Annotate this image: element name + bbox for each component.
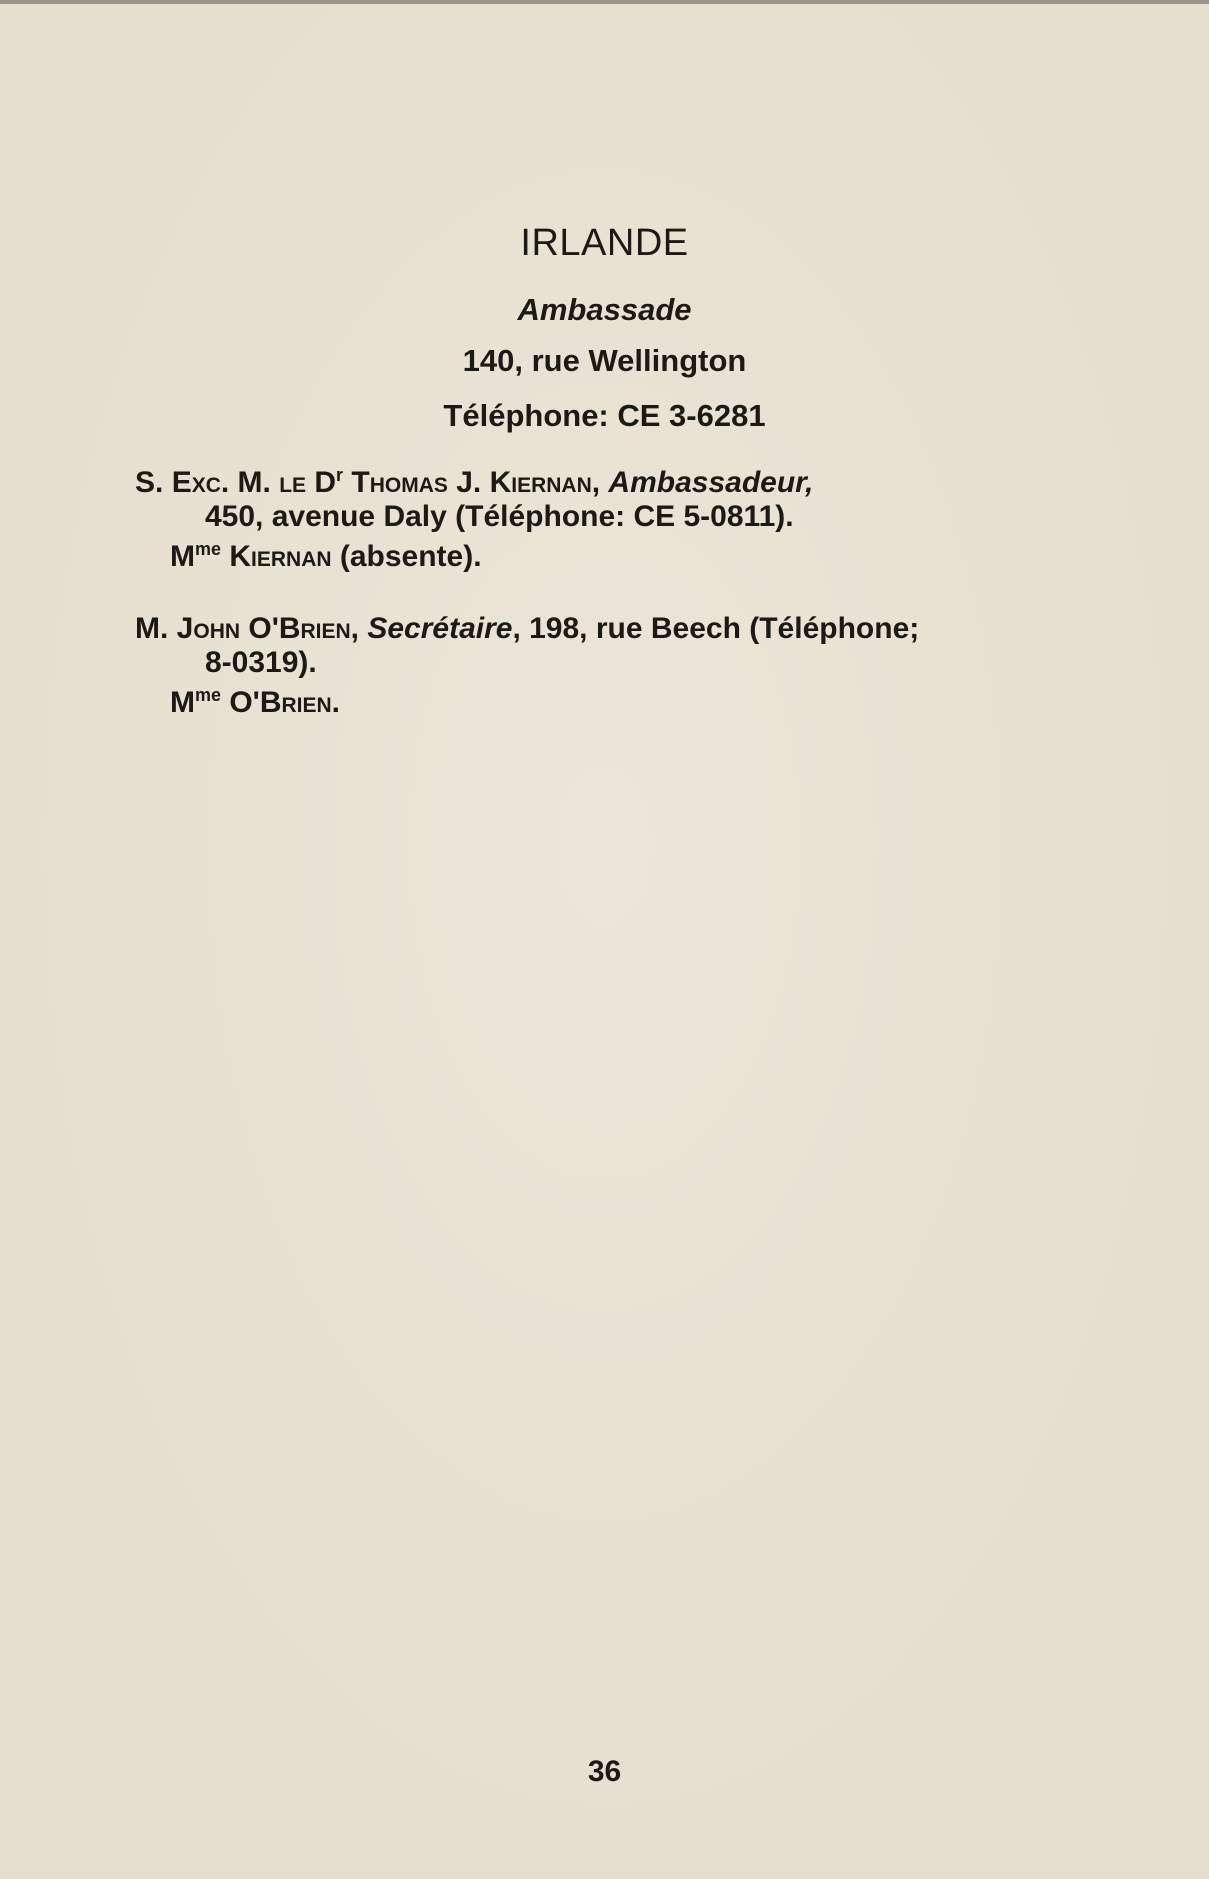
spouse-name: O'Brien. [221,686,340,719]
entry-ambassador-address: 450, avenue Daly (Téléphone: CE 5-0811). [205,500,794,533]
entry-secretary-phone-cont: 8-0319). [205,646,317,679]
country-title: IRLANDE [520,222,689,264]
entry-name: John O'Brien [176,612,351,645]
entry-secretary-line1 [135,612,919,646]
entry-rest: , 198, rue Beech (Téléphone; [512,612,920,645]
entry-title-superscript: r [336,465,344,485]
entry-ambassador-line1 [135,466,814,500]
entry-separator: , [591,466,609,499]
entry-role: Secrétaire [367,612,513,645]
mission-type: Ambassade [517,292,692,327]
entry-name: Thomas J. Kiernan [343,466,592,499]
spouse-prefix: M [170,686,195,719]
spouse-prefix-superscript: me [195,685,222,705]
mission-address: 140, rue Wellington [462,343,747,378]
entry-separator: , [350,612,368,645]
entry-title: Exc. M. le D [171,466,337,499]
entry-secretary-spouse [170,686,340,720]
page-top-edge [0,0,1209,4]
entry-prefix: S. [135,466,172,499]
mission-phone: Téléphone: CE 3-6281 [443,398,766,433]
spouse-prefix: M [170,540,195,573]
entry-ambassador-spouse [170,540,482,574]
page-number: 36 [587,1755,622,1788]
spouse-note: (absente). [331,540,482,573]
entry-role: Ambassadeur, [608,466,814,499]
spouse-prefix-superscript: me [195,539,222,559]
spouse-name: Kiernan [221,540,332,573]
entry-prefix: M. [135,612,177,645]
